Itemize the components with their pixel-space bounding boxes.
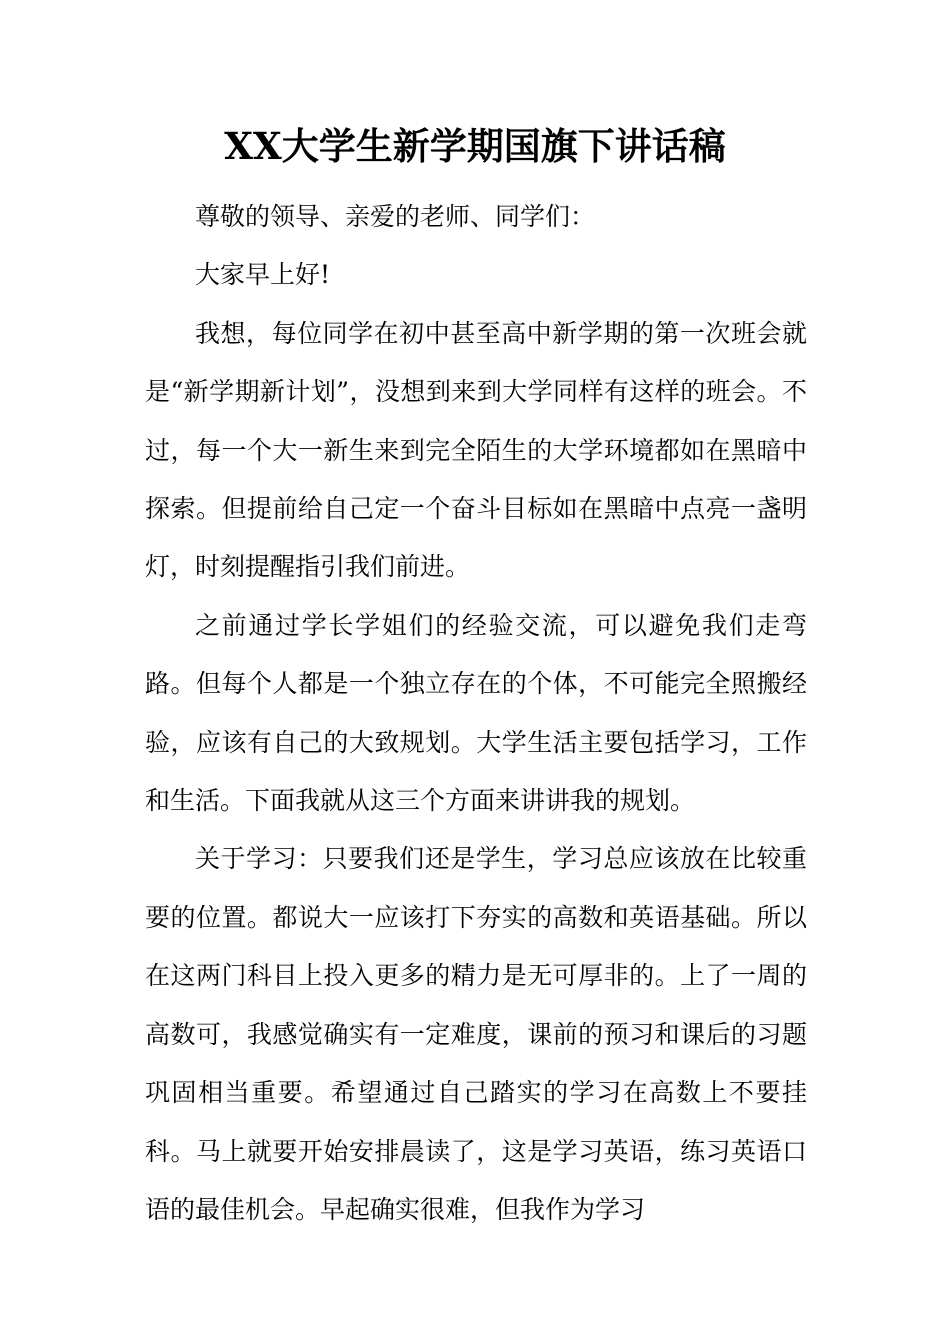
paragraph-greeting: 大家早上好! [195, 260, 331, 290]
paragraph-plan: 之前通过学长学姐们的经验交流，可以避免我们走弯路。但每个人都是一个独立存在的个体，不可能完全照搬经验，应该有自己的大致规划。大学生活主要包括学习，工作和生活。下面我就从这三个方面来讲讲我的规划。 [145, 610, 807, 816]
paragraph-study: 关于学习：只要我们还是学生，学习总应该放在比较重要的位置。都说大一应该打下夯实的高数和英语基础。所以在这两门科目上投入更多的精力是无可厚非的。上了一周的高数可，我感觉确实有一定难度，课前的预习和课后的习题巩固相当重要。希望通过自己踏实的学习在高数上不要挂科。马上就要开始安排晨读了，这是学习英语，练习英语口语的最佳机会。早起确实很难，但我作为学习 [145, 844, 807, 1224]
paragraph-salutation: 尊敬的领导、亲爱的老师、同学们： [195, 202, 596, 231]
document-title: XX大学生新学期国旗下讲话稿 [224, 124, 726, 168]
document-body [145, 188, 807, 1239]
paragraph-intro: 我想，每位同学在初中甚至高中新学期的第一次班会就是“新学期新计划”，没想到来到大学同样有这样的班会。不过，每一个大一新生来到完全陌生的大学环境都如在黑暗中探索。但提前给自己定一个奋斗目标如在黑暗中点亮一盏明灯，时刻提醒指引我们前进。 [145, 318, 807, 582]
